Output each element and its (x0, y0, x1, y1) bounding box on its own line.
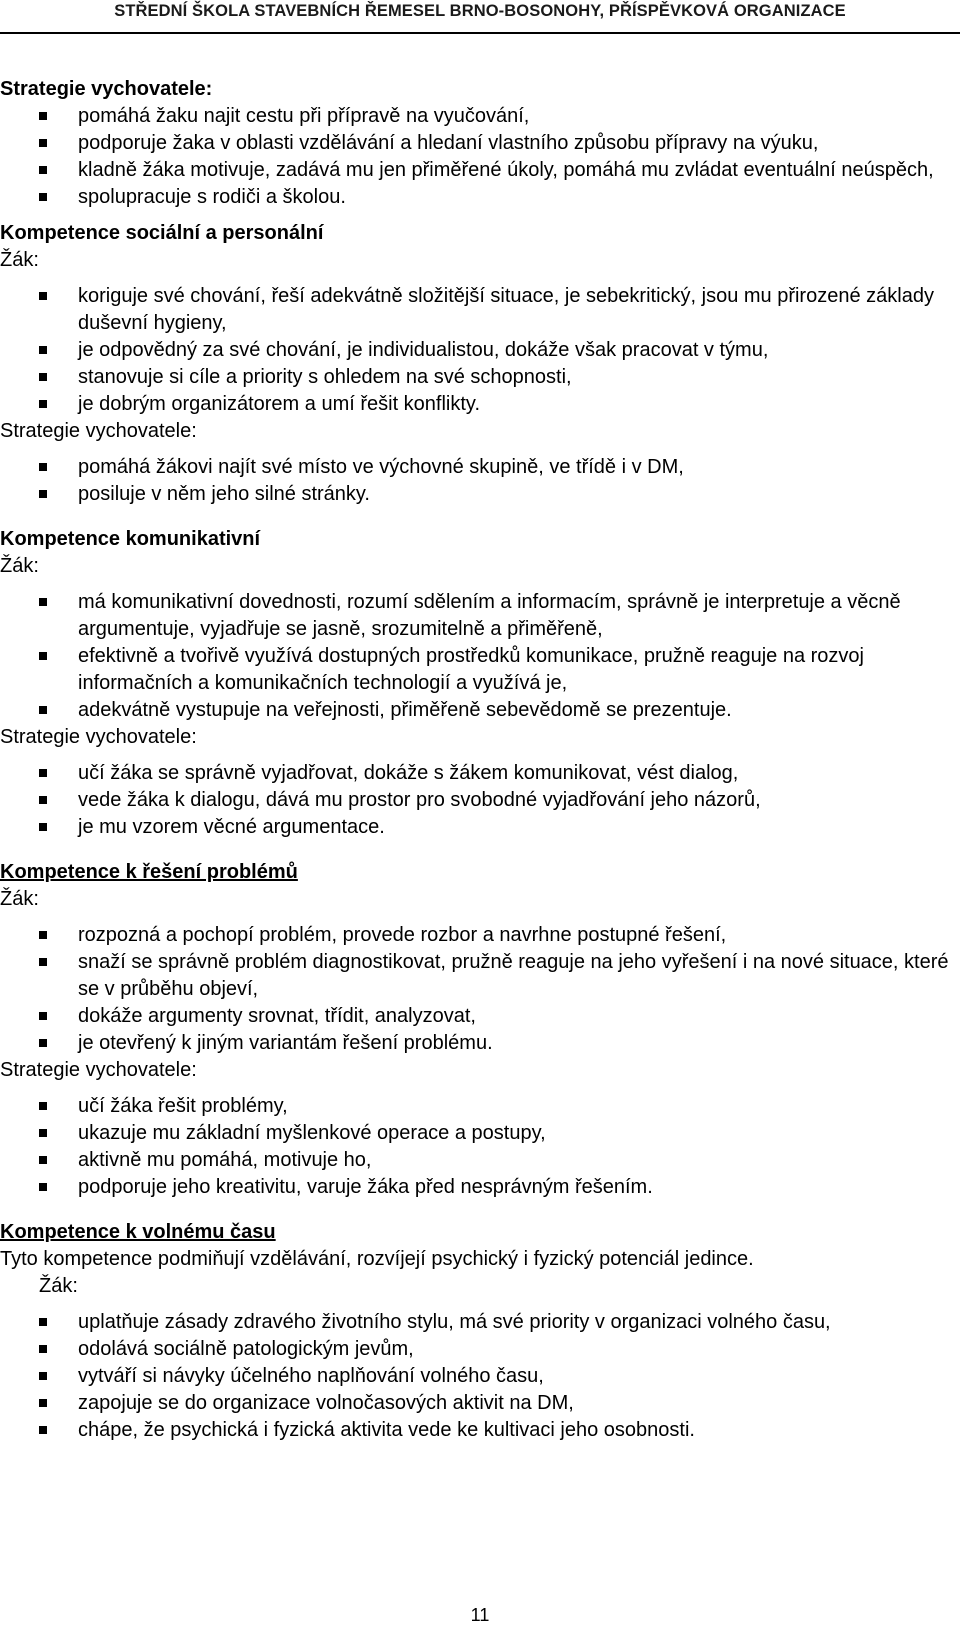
communicative-zak-list (0, 589, 960, 724)
page-content (0, 76, 960, 1444)
list-item: snaží se správně problém diagnostikovat, pružně reaguje na jeho vyřešení i na nové situace, které se v průběhu objeví, (0, 949, 960, 1003)
list-item: vede žáka k dialogu, dává mu prostor pro svobodné vyjadřování jeho názorů, (0, 787, 960, 814)
list-item: dokáže argumenty srovnat, třídit, analyzovat, (0, 1003, 960, 1030)
zak-label: Žák: (0, 249, 39, 271)
list-item: pomáhá žaku najit cestu při přípravě na vyučování, (0, 103, 960, 130)
list-item: je otevřený k jiným variantám řešení problému. (0, 1030, 960, 1057)
social-strategy-list (0, 454, 960, 508)
communicative-strategy-list (0, 760, 960, 841)
problem-zak-list (0, 922, 960, 1057)
section-title-communicative: Kompetence komunikativní (0, 528, 261, 550)
list-item: spolupracuje s rodiči a školou. (0, 184, 960, 211)
list-item: je odpovědný za své chování, je individualistou, dokáže však pracovat v týmu, (0, 337, 960, 364)
section-title-social: Kompetence sociální a personální (0, 222, 324, 244)
list-item: je dobrým organizátorem a umí řešit konflikty. (0, 391, 960, 418)
list-item: koriguje své chování, řeší adekvátně složitější situace, je sebekritický, jsou mu přirozené základy duševní hygieny, (0, 283, 960, 337)
list-item: kladně žáka motivuje, zadává mu jen přiměřené úkoly, pomáhá mu zvládat eventuální neúspěch, (0, 157, 960, 184)
strategy-label: Strategie vychovatele: (0, 420, 197, 442)
list-item: učí žáka se správně vyjadřovat, dokáže s žákem komunikovat, vést dialog, (0, 760, 960, 787)
list-item: uplatňuje zásady zdravého životního stylu, má své priority v organizaci volného času, (0, 1309, 960, 1336)
list-item: stanovuje si cíle a priority s ohledem na své schopnosti, (0, 364, 960, 391)
zak-label: Žák: (0, 555, 39, 577)
list-item: je mu vzorem věcné argumentace. (0, 814, 960, 841)
intro-strategy-list (0, 103, 960, 211)
social-zak-list (0, 283, 960, 418)
list-item: efektivně a tvořivě využívá dostupných prostředků komunikace, pružně reaguje na rozvoj informačních a komunikačních technologií a využívá je, (0, 643, 960, 697)
list-item: zapojuje se do organizace volnočasových aktivit na DM, (0, 1390, 960, 1417)
list-item: vytváří si návyky účelného naplňování volného času, (0, 1363, 960, 1390)
intro-strategy-label: Strategie vychovatele: (0, 78, 213, 100)
list-item: podporuje jeho kreativitu, varuje žáka před nesprávným řešením. (0, 1174, 960, 1201)
list-item: odolává sociálně patologickým jevům, (0, 1336, 960, 1363)
strategy-label: Strategie vychovatele: (0, 1059, 197, 1081)
list-item: podporuje žaka v oblasti vzdělávání a hledaní vlastního způsobu přípravy na výuku, (0, 130, 960, 157)
free-time-zak-list (0, 1309, 960, 1444)
list-item: posiluje v něm jeho silné stránky. (0, 481, 960, 508)
header-rule (0, 32, 960, 34)
zak-label: Žák: (39, 1275, 78, 1297)
list-item: pomáhá žákovi najít své místo ve výchovné skupině, ve třídě i v DM, (0, 454, 960, 481)
section-title-free-time: Kompetence k volnému času (0, 1221, 276, 1243)
free-time-intro: Tyto kompetence podmiňují vzdělávání, rozvíjejí psychický i fyzický potenciál jedince. (0, 1248, 754, 1270)
list-item: učí žáka řešit problémy, (0, 1093, 960, 1120)
problem-strategy-list (0, 1093, 960, 1201)
strategy-label: Strategie vychovatele: (0, 726, 197, 748)
list-item: aktivně mu pomáhá, motivuje ho, (0, 1147, 960, 1174)
list-item: má komunikativní dovednosti, rozumí sdělením a informacím, správně je interpretuje a věcně argumentuje, vyjadřuje se jasně, srozumitelně a přiměřeně, (0, 589, 960, 643)
list-item: chápe, že psychická i fyzická aktivita vede ke kultivaci jeho osobnosti. (0, 1417, 960, 1444)
page-number: 11 (470, 1605, 490, 1625)
section-title-problem-solving: Kompetence k řešení problémů (0, 861, 298, 883)
list-item: ukazuje mu základní myšlenkové operace a postupy, (0, 1120, 960, 1147)
list-item: rozpozná a pochopí problém, provede rozbor a navrhne postupné řešení, (0, 922, 960, 949)
list-item: adekvátně vystupuje na veřejnosti, přiměřeně sebevědomě se prezentuje. (0, 697, 960, 724)
document-header: STŘEDNÍ ŠKOLA STAVEBNÍCH ŘEMESEL BRNO-BOSONOHY, PŘÍSPĚVKOVÁ ORGANIZACE (114, 2, 846, 20)
zak-label: Žák: (0, 888, 39, 910)
